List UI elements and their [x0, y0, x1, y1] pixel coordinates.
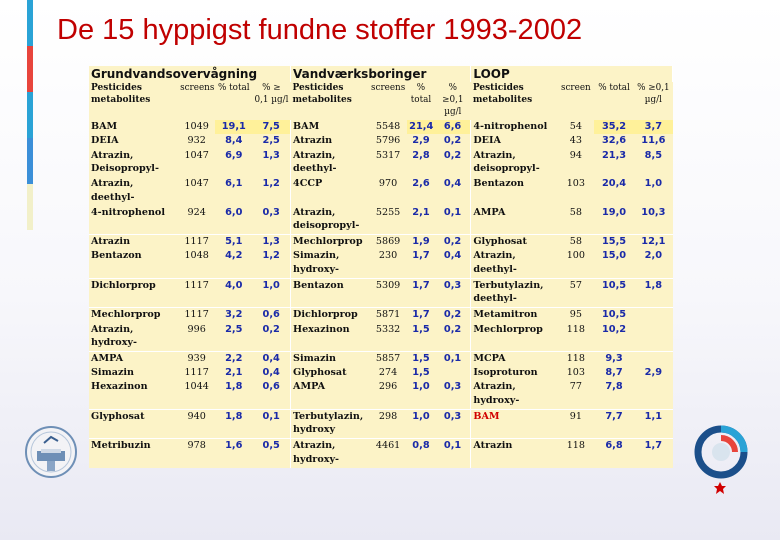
group-header-vandvaerk: Vandværksboringer: [291, 66, 471, 82]
percent-cell: 0,1: [443, 206, 462, 218]
percent-cell: 4,2: [225, 250, 243, 262]
percent-cell: 1,0: [644, 178, 663, 190]
substance-cell: Atrazin, deisopropyl-: [291, 206, 369, 235]
substance-cell: Atrazin: [291, 134, 369, 148]
screens-cell: 1117: [178, 308, 215, 323]
percent-cell: 32,6: [601, 135, 627, 147]
percent-cell: 6,8: [594, 439, 634, 468]
percent-cell: 1,9: [407, 235, 435, 250]
percent-cell: 2,9: [644, 367, 663, 379]
substance-cell: 4CCP: [291, 177, 369, 205]
percent-cell: 8,5: [644, 149, 663, 161]
substance-cell: AMPA: [89, 351, 178, 366]
percent-cell: 0,3: [435, 409, 471, 439]
substance-cell: AMPA: [291, 380, 369, 409]
substance-cell: Hexazinon: [291, 323, 369, 352]
table-row: [89, 323, 673, 352]
table-row: [89, 439, 673, 468]
screens-cell: 5871: [369, 308, 407, 323]
table-row: [89, 380, 673, 409]
percent-cell: 1,8: [634, 278, 672, 308]
percent-cell: 2,0: [644, 250, 663, 262]
screens-cell: 58: [569, 206, 582, 218]
percent-cell: 1,8: [215, 409, 252, 439]
substance-cell: Atrazin, deethyl-: [91, 178, 135, 203]
screens-cell: 970: [378, 178, 398, 190]
percent-cell: 1,6: [215, 439, 252, 468]
percent-cell: 2,9: [412, 135, 430, 147]
percent-cell: 1,0: [412, 381, 430, 393]
table-row: [89, 177, 673, 205]
percent-cell: 0,3: [443, 381, 462, 393]
subheader-pct-total: % total: [410, 83, 432, 106]
screens-cell: 5796: [375, 135, 401, 147]
screens-cell: 118: [566, 323, 586, 335]
substance-cell: Mechlorprop: [471, 323, 558, 352]
screens-cell: 5332: [375, 323, 401, 335]
percent-cell: 0,6: [262, 381, 280, 393]
table-row: [89, 278, 673, 308]
screens-cell: 940: [178, 409, 215, 439]
percent-cell: 1,5: [407, 351, 435, 366]
ring-logo-icon: [694, 425, 748, 481]
table-row: [89, 134, 673, 148]
percent-cell: 11,6: [641, 135, 666, 147]
substance-cell: Glyphosat: [89, 409, 178, 439]
crown-mark-icon: [713, 481, 727, 495]
percent-cell: 1,0: [252, 278, 290, 308]
screens-cell: 4461: [369, 439, 407, 468]
screens-cell: 298: [369, 409, 407, 439]
percent-cell: [634, 380, 672, 409]
subheader-label: Pesticides metabolites: [472, 83, 533, 106]
substance-cell: Atrazin, deisopropyl-: [471, 149, 558, 177]
screens-cell: 1047: [184, 178, 209, 190]
table-row: [89, 235, 673, 250]
subheader-pct-total: % total: [217, 83, 250, 94]
percent-cell: 0,6: [252, 308, 290, 323]
percent-cell: 6,1: [225, 178, 243, 190]
percent-cell: 0,2: [262, 323, 280, 335]
percent-cell: 1,5: [412, 367, 430, 379]
percent-cell: 20,4: [601, 178, 627, 190]
percent-cell: 0,2: [443, 135, 462, 147]
substance-cell: Bentazon: [91, 250, 142, 262]
percent-cell: 8,4: [225, 135, 243, 147]
table-row: [89, 149, 673, 177]
table-row: [89, 249, 673, 278]
percent-cell: 0,2: [435, 235, 471, 250]
substance-cell: Atrazin, hydroxy-: [91, 323, 137, 349]
percent-cell: 35,2: [594, 120, 634, 134]
table-row: [89, 409, 673, 439]
percent-cell: 1,1: [634, 409, 672, 439]
screens-cell: 996: [187, 323, 206, 335]
percent-cell: 0,1: [252, 409, 290, 439]
percent-cell: [634, 308, 672, 323]
screens-cell: 77: [569, 381, 582, 393]
substance-cell: 4-nitrophenol: [91, 206, 165, 218]
percent-cell: 0,2: [443, 323, 462, 335]
screens-cell: 43: [569, 135, 582, 147]
percent-cell: 15,0: [601, 250, 627, 262]
screens-cell: 1047: [184, 149, 209, 161]
screens-cell: 924: [187, 206, 206, 218]
substance-cell: Simazin: [91, 367, 135, 379]
group-header-grundvand: Grundvandsovervågning: [89, 66, 291, 82]
subheader-pct-ge: % ≥ 0,1 µg/l: [254, 83, 289, 106]
screens-cell: 94: [569, 149, 582, 161]
screens-cell: 100: [566, 250, 586, 262]
percent-cell: 1,8: [225, 381, 243, 393]
percent-cell: 7,5: [252, 120, 290, 134]
percent-cell: [634, 351, 672, 366]
screens-cell: 1117: [178, 278, 215, 308]
percent-cell: 21,4: [407, 120, 435, 134]
percent-cell: 1,0: [407, 409, 435, 439]
geus-logo-icon: [24, 425, 78, 479]
percent-cell: [634, 323, 672, 352]
screens-cell: 103: [566, 367, 586, 379]
substance-cell: Atrazin, deethyl-: [291, 149, 369, 177]
percent-cell: 8,7: [605, 367, 623, 379]
substance-cell: Mechlorprop: [291, 235, 369, 250]
percent-cell: 9,3: [594, 351, 634, 366]
percent-cell: 1,7: [412, 250, 430, 262]
screens-cell: 5317: [375, 149, 401, 161]
substance-cell: Simazin: [291, 351, 369, 366]
percent-cell: 0,4: [252, 351, 290, 366]
percent-cell: 1,2: [262, 250, 280, 262]
percent-cell: 0,3: [435, 278, 471, 308]
substance-cell: Mechlorprop: [89, 308, 178, 323]
percent-cell: 12,1: [634, 235, 672, 250]
percent-cell: 2,2: [215, 351, 252, 366]
screens-cell: 1049: [184, 121, 209, 133]
table-row: [89, 366, 673, 380]
slide-title: De 15 hyppigst fundne stoffer 1993-2002: [57, 14, 583, 46]
side-accent-stripe: [27, 0, 33, 228]
substance-cell: 4-nitrophenol: [471, 120, 558, 134]
substance-cell: Isoproturon: [471, 366, 558, 380]
screens-cell: 95: [558, 308, 594, 323]
percent-cell: 2,5: [262, 135, 280, 147]
substance-cell: Glyphosat: [471, 235, 558, 250]
screens-cell: 296: [378, 381, 398, 393]
table-row: [89, 308, 673, 323]
percent-cell: 1,7: [407, 278, 435, 308]
substance-cell: Terbutylazin, deethyl-: [471, 278, 558, 308]
percent-cell: 10,3: [641, 206, 666, 218]
percent-cell: 0,8: [407, 439, 435, 468]
percent-cell: 15,5: [594, 235, 634, 250]
subheader-pct-ge: % ≥0,1 µg/l: [442, 83, 464, 118]
substance-cell: Metamitron: [471, 308, 558, 323]
screens-cell: 1117: [184, 367, 209, 379]
subheader-screens: screens: [371, 83, 406, 94]
percent-cell: 1,7: [634, 439, 672, 468]
screens-cell: 5869: [369, 235, 407, 250]
subheader-pct-total: % total: [598, 83, 630, 94]
group-header-loop: LOOP: [471, 66, 673, 82]
percent-cell: 6,9: [225, 149, 243, 161]
percent-cell: 0,1: [435, 351, 471, 366]
percent-cell: 6,0: [225, 206, 243, 218]
screens-cell: 103: [566, 178, 586, 190]
substance-cell: Atrazin, Deisopropyl-: [91, 149, 159, 175]
substance-cell: BAM: [91, 121, 118, 133]
substance-cell: MCPA: [471, 351, 558, 366]
screens-cell: 58: [558, 235, 594, 250]
percent-cell: 0,4: [262, 367, 280, 379]
substance-cell: Dichlorprop: [89, 278, 178, 308]
percent-cell: 7,7: [594, 409, 634, 439]
substance-cell: Atrazin, deethyl-: [471, 249, 558, 278]
screens-cell: 5548: [375, 121, 401, 133]
percent-cell: 10,5: [594, 278, 634, 308]
screens-cell: 932: [187, 135, 206, 147]
substance-cell: Atrazin, hydroxy-: [471, 380, 558, 409]
substance-cell: BAM: [471, 409, 558, 439]
screens-cell: 5255: [375, 206, 401, 218]
subheader-pct-ge: % ≥0,1 µg/l: [637, 83, 670, 106]
substance-cell: Atrazin, hydroxy-: [291, 439, 369, 468]
substance-cell: Dichlorprop: [291, 308, 369, 323]
substance-cell: Atrazin: [471, 439, 558, 468]
percent-cell: 0,2: [443, 149, 462, 161]
substance-cell: Simazin, hydroxy-: [291, 249, 369, 278]
percent-cell: 7,8: [605, 381, 623, 393]
percent-cell: 0,2: [435, 308, 471, 323]
pesticide-table-image: [89, 66, 673, 468]
percent-cell: 2,5: [225, 323, 243, 335]
percent-cell: 5,1: [215, 235, 252, 250]
substance-cell: AMPA: [471, 206, 558, 235]
screens-cell: 1044: [184, 381, 209, 393]
substance-cell: Atrazin: [89, 235, 178, 250]
subheader-label: Pesticides metabolites: [292, 83, 352, 106]
percent-cell: 0,4: [443, 178, 462, 190]
pesticide-table: [89, 66, 673, 468]
screens-cell: 54: [569, 121, 582, 133]
percent-cell: 2,8: [412, 149, 430, 161]
table-row: [89, 351, 673, 366]
screens-cell: 118: [558, 351, 594, 366]
screens-cell: 978: [178, 439, 215, 468]
percent-cell: 2,1: [225, 367, 243, 379]
substance-cell: Hexazinon: [91, 381, 148, 393]
screens-cell: 118: [558, 439, 594, 468]
substance-cell: DEIA: [91, 135, 119, 147]
percent-cell: 1,7: [407, 308, 435, 323]
screens-cell: 274: [378, 367, 398, 379]
subheader-screens: screens: [180, 83, 215, 94]
percent-cell: 0,3: [262, 206, 280, 218]
substance-cell: Glyphosat: [291, 366, 369, 380]
sub-header-row: [89, 82, 673, 120]
percent-cell: 3,2: [215, 308, 252, 323]
substance-cell: Terbutylazin, hydroxy: [291, 409, 369, 439]
screens-cell: 5857: [369, 351, 407, 366]
screens-cell: 57: [558, 278, 594, 308]
percent-cell: 1,3: [252, 235, 290, 250]
screens-cell: 5309: [369, 278, 407, 308]
screens-cell: 1048: [184, 250, 209, 262]
percent-cell: 10,5: [594, 308, 634, 323]
percent-cell: 1,5: [412, 323, 430, 335]
table-row: [89, 206, 673, 235]
percent-cell: 6,6: [435, 120, 471, 134]
percent-cell: 3,7: [634, 120, 672, 134]
subheader-label: Pesticides metabolites: [91, 83, 151, 106]
percent-cell: 1,2: [262, 178, 280, 190]
percent-cell: 0,4: [443, 250, 462, 262]
substance-cell: BAM: [291, 120, 369, 134]
percent-cell: 19,0: [601, 206, 627, 218]
percent-cell: [435, 366, 471, 380]
table-row: [89, 120, 673, 134]
percent-cell: 0,5: [252, 439, 290, 468]
screens-cell: 230: [378, 250, 398, 262]
substance-cell: DEIA: [471, 134, 558, 148]
screens-cell: 939: [178, 351, 215, 366]
percent-cell: 4,0: [215, 278, 252, 308]
subheader-screens: screen: [560, 83, 591, 94]
percent-cell: 2,6: [412, 178, 430, 190]
screens-cell: 1117: [178, 235, 215, 250]
substance-cell: Bentazon: [471, 177, 558, 205]
screens-cell: 91: [558, 409, 594, 439]
percent-cell: 21,3: [601, 149, 627, 161]
percent-cell: 19,1: [215, 120, 252, 134]
substance-cell: Bentazon: [291, 278, 369, 308]
percent-cell: 1,3: [262, 149, 280, 161]
percent-cell: 0,1: [435, 439, 471, 468]
percent-cell: 2,1: [412, 206, 430, 218]
substance-cell: Metribuzin: [89, 439, 178, 468]
percent-cell: 10,2: [601, 323, 627, 335]
group-header-row: [89, 66, 673, 82]
